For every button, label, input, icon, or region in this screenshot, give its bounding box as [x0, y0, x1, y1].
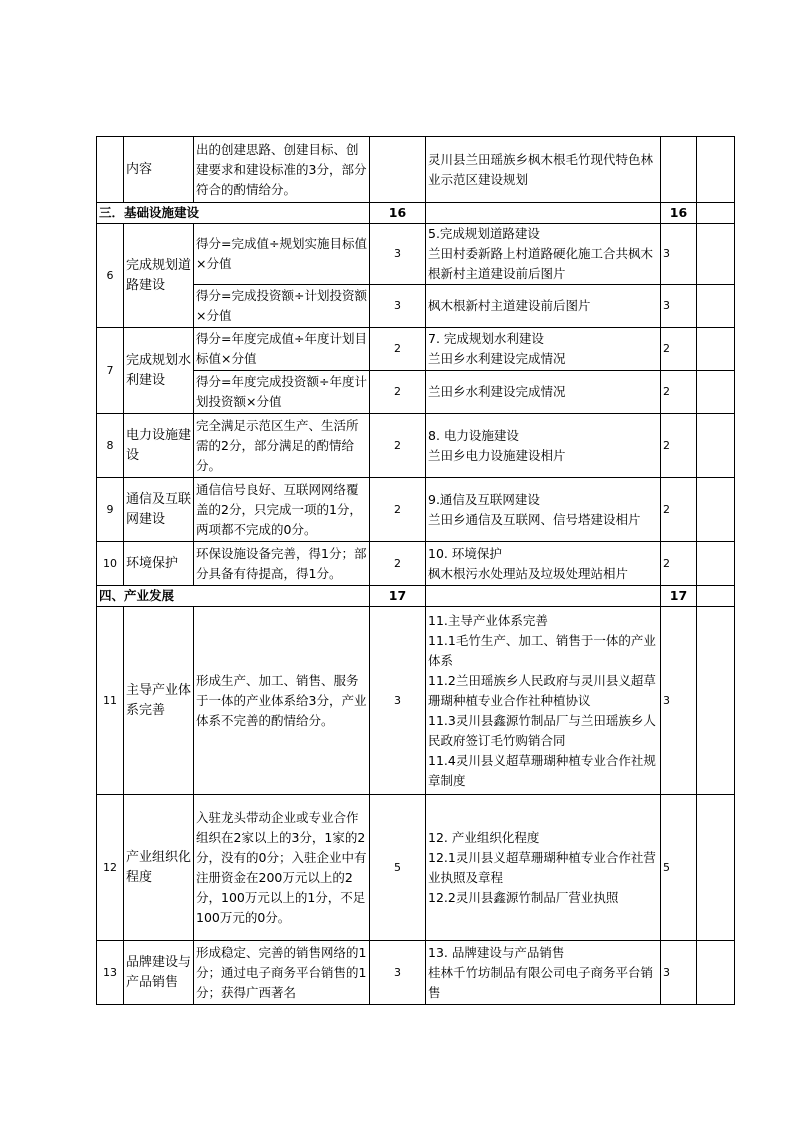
evidence — [426, 203, 661, 224]
evidence: 12. 产业组织化程度 12.1灵川县义超草珊瑚种植专业合作社营业执照及章程 12.2灵川县鑫源竹制品厂营业执照 — [426, 795, 661, 941]
section-self-score: 16 — [661, 203, 697, 224]
remark-cell — [697, 586, 735, 607]
row-index: 6 — [97, 224, 124, 328]
row-index: 10 — [97, 542, 124, 586]
section-title: 三．基础设施建设 — [97, 203, 370, 224]
section-row — [97, 203, 735, 224]
evidence — [426, 586, 661, 607]
evidence: 9.通信及互联网建设 兰田乡通信及互联网、信号塔建设相片 — [426, 478, 661, 542]
self-score: 3 — [661, 607, 697, 795]
self-score: 2 — [661, 478, 697, 542]
evidence: 10. 环境保护 枫木根污水处理站及垃圾处理站相片 — [426, 542, 661, 586]
scoring-criteria: 出的创建思路、创建目标、创建要求和建设标准的3分，部分符合的酌情给分。 — [194, 137, 370, 203]
standard-score: 2 — [370, 328, 426, 371]
remark-cell — [697, 224, 735, 285]
remark-cell — [697, 941, 735, 1005]
standard-score: 3 — [370, 607, 426, 795]
scoring-criteria: 形成稳定、完善的销售网络的1分；通过电子商务平台销售的1分；获得广西著名 — [194, 941, 370, 1005]
remark-cell — [697, 414, 735, 478]
item-name: 通信及互联网建设 — [124, 478, 194, 542]
evidence: 11.主导产业体系完善 11.1毛竹生产、加工、销售于一体的产业体系 11.2兰田瑶族乡人民政府与灵川县义超草珊瑚种植专业合作社种植协议 11.3灵川县鑫源竹制品厂与兰田瑶族乡人民政府签订毛竹购销合同 11.4灵川县义超草珊瑚种植专业合作社规章制度 — [426, 607, 661, 795]
self-score: 5 — [661, 795, 697, 941]
section-row — [97, 586, 735, 607]
standard-score: 2 — [370, 414, 426, 478]
section-score: 17 — [370, 586, 426, 607]
remark-cell — [697, 607, 735, 795]
row-index: 7 — [97, 328, 124, 414]
remark-cell — [697, 137, 735, 203]
evidence: 8. 电力设施建设 兰田乡电力设施建设相片 — [426, 414, 661, 478]
table-row — [97, 137, 735, 203]
item-name: 环境保护 — [124, 542, 194, 586]
standard-score: 2 — [370, 371, 426, 414]
row-index: 13 — [97, 941, 124, 1005]
evidence: 5.完成规划道路建设 兰田村委新路上村道路硬化施工合共枫木根新村主道建设前后图片 — [426, 224, 661, 285]
row-index: 9 — [97, 478, 124, 542]
standard-score: 5 — [370, 795, 426, 941]
item-name: 产业组织化程度 — [124, 795, 194, 941]
row-index: 12 — [97, 795, 124, 941]
evidence: 7. 完成规划水利建设 兰田乡水利建设完成情况 — [426, 328, 661, 371]
item-name: 品牌建设与产品销售 — [124, 941, 194, 1005]
evidence: 灵川县兰田瑶族乡枫木根毛竹现代特色林业示范区建设规划 — [426, 137, 661, 203]
section-title: 四、产业发展 — [97, 586, 370, 607]
remark-cell — [697, 371, 735, 414]
scoring-criteria: 得分=年度完成投资额÷年度计划投资额×分值 — [194, 371, 370, 414]
self-score: 3 — [661, 941, 697, 1005]
remark-cell — [697, 328, 735, 371]
item-name: 主导产业体系完善 — [124, 607, 194, 795]
remark-cell — [697, 795, 735, 941]
standard-score: 3 — [370, 285, 426, 328]
table-row — [97, 414, 735, 478]
self-score: 2 — [661, 328, 697, 371]
scoring-criteria: 入驻龙头带动企业或专业合作组织在2家以上的3分，1家的2分，没有的0分；入驻企业中有注册资金在200万元以上的2分，100万元以上的1分，不足100万元的0分。 — [194, 795, 370, 941]
remark-cell — [697, 478, 735, 542]
remark-cell — [697, 203, 735, 224]
scoring-criteria: 得分=完成值÷规划实施目标值×分值 — [194, 224, 370, 285]
self-score: 2 — [661, 542, 697, 586]
remark-cell — [697, 542, 735, 586]
section-self-score: 17 — [661, 586, 697, 607]
standard-score: 2 — [370, 478, 426, 542]
table-row — [97, 478, 735, 542]
table-row — [97, 328, 735, 371]
row-index: 8 — [97, 414, 124, 478]
evidence: 枫木根新村主道建设前后图片 — [426, 285, 661, 328]
scoring-criteria: 形成生产、加工、销售、服务于一体的产业体系给3分，产业体系不完善的酌情给分。 — [194, 607, 370, 795]
scoring-criteria: 得分=完成投资额÷计划投资额×分值 — [194, 285, 370, 328]
scoring-criteria: 得分=年度完成值÷年度计划目标值×分值 — [194, 328, 370, 371]
scoring-criteria: 环保设施设备完善，得1分；部分具备有待提高，得1分。 — [194, 542, 370, 586]
row-index — [97, 137, 124, 203]
item-name: 完成规划道路建设 — [124, 224, 194, 328]
table-row — [97, 941, 735, 1005]
table-row — [97, 224, 735, 285]
table-row — [97, 607, 735, 795]
self-score: 2 — [661, 414, 697, 478]
self-score — [661, 137, 697, 203]
self-score: 3 — [661, 285, 697, 328]
standard-score: 2 — [370, 542, 426, 586]
evidence: 兰田乡水利建设完成情况 — [426, 371, 661, 414]
table-row — [97, 542, 735, 586]
remark-cell — [697, 285, 735, 328]
item-name: 完成规划水利建设 — [124, 328, 194, 414]
item-name: 内容 — [124, 137, 194, 203]
item-name: 电力设施建设 — [124, 414, 194, 478]
scoring-criteria: 通信信号良好、互联网网络覆盖的2分，只完成一项的1分，两项都不完成的0分。 — [194, 478, 370, 542]
evidence: 13. 品牌建设与产品销售 桂林千竹坊制品有限公司电子商务平台销售 — [426, 941, 661, 1005]
section-score: 16 — [370, 203, 426, 224]
standard-score: 3 — [370, 941, 426, 1005]
standard-score: 3 — [370, 224, 426, 285]
self-score: 3 — [661, 224, 697, 285]
row-index: 11 — [97, 607, 124, 795]
evaluation-table — [96, 136, 735, 1005]
table-row — [97, 795, 735, 941]
self-score: 2 — [661, 371, 697, 414]
scoring-criteria: 完全满足示范区生产、生活所需的2分，部分满足的酌情给分。 — [194, 414, 370, 478]
standard-score — [370, 137, 426, 203]
